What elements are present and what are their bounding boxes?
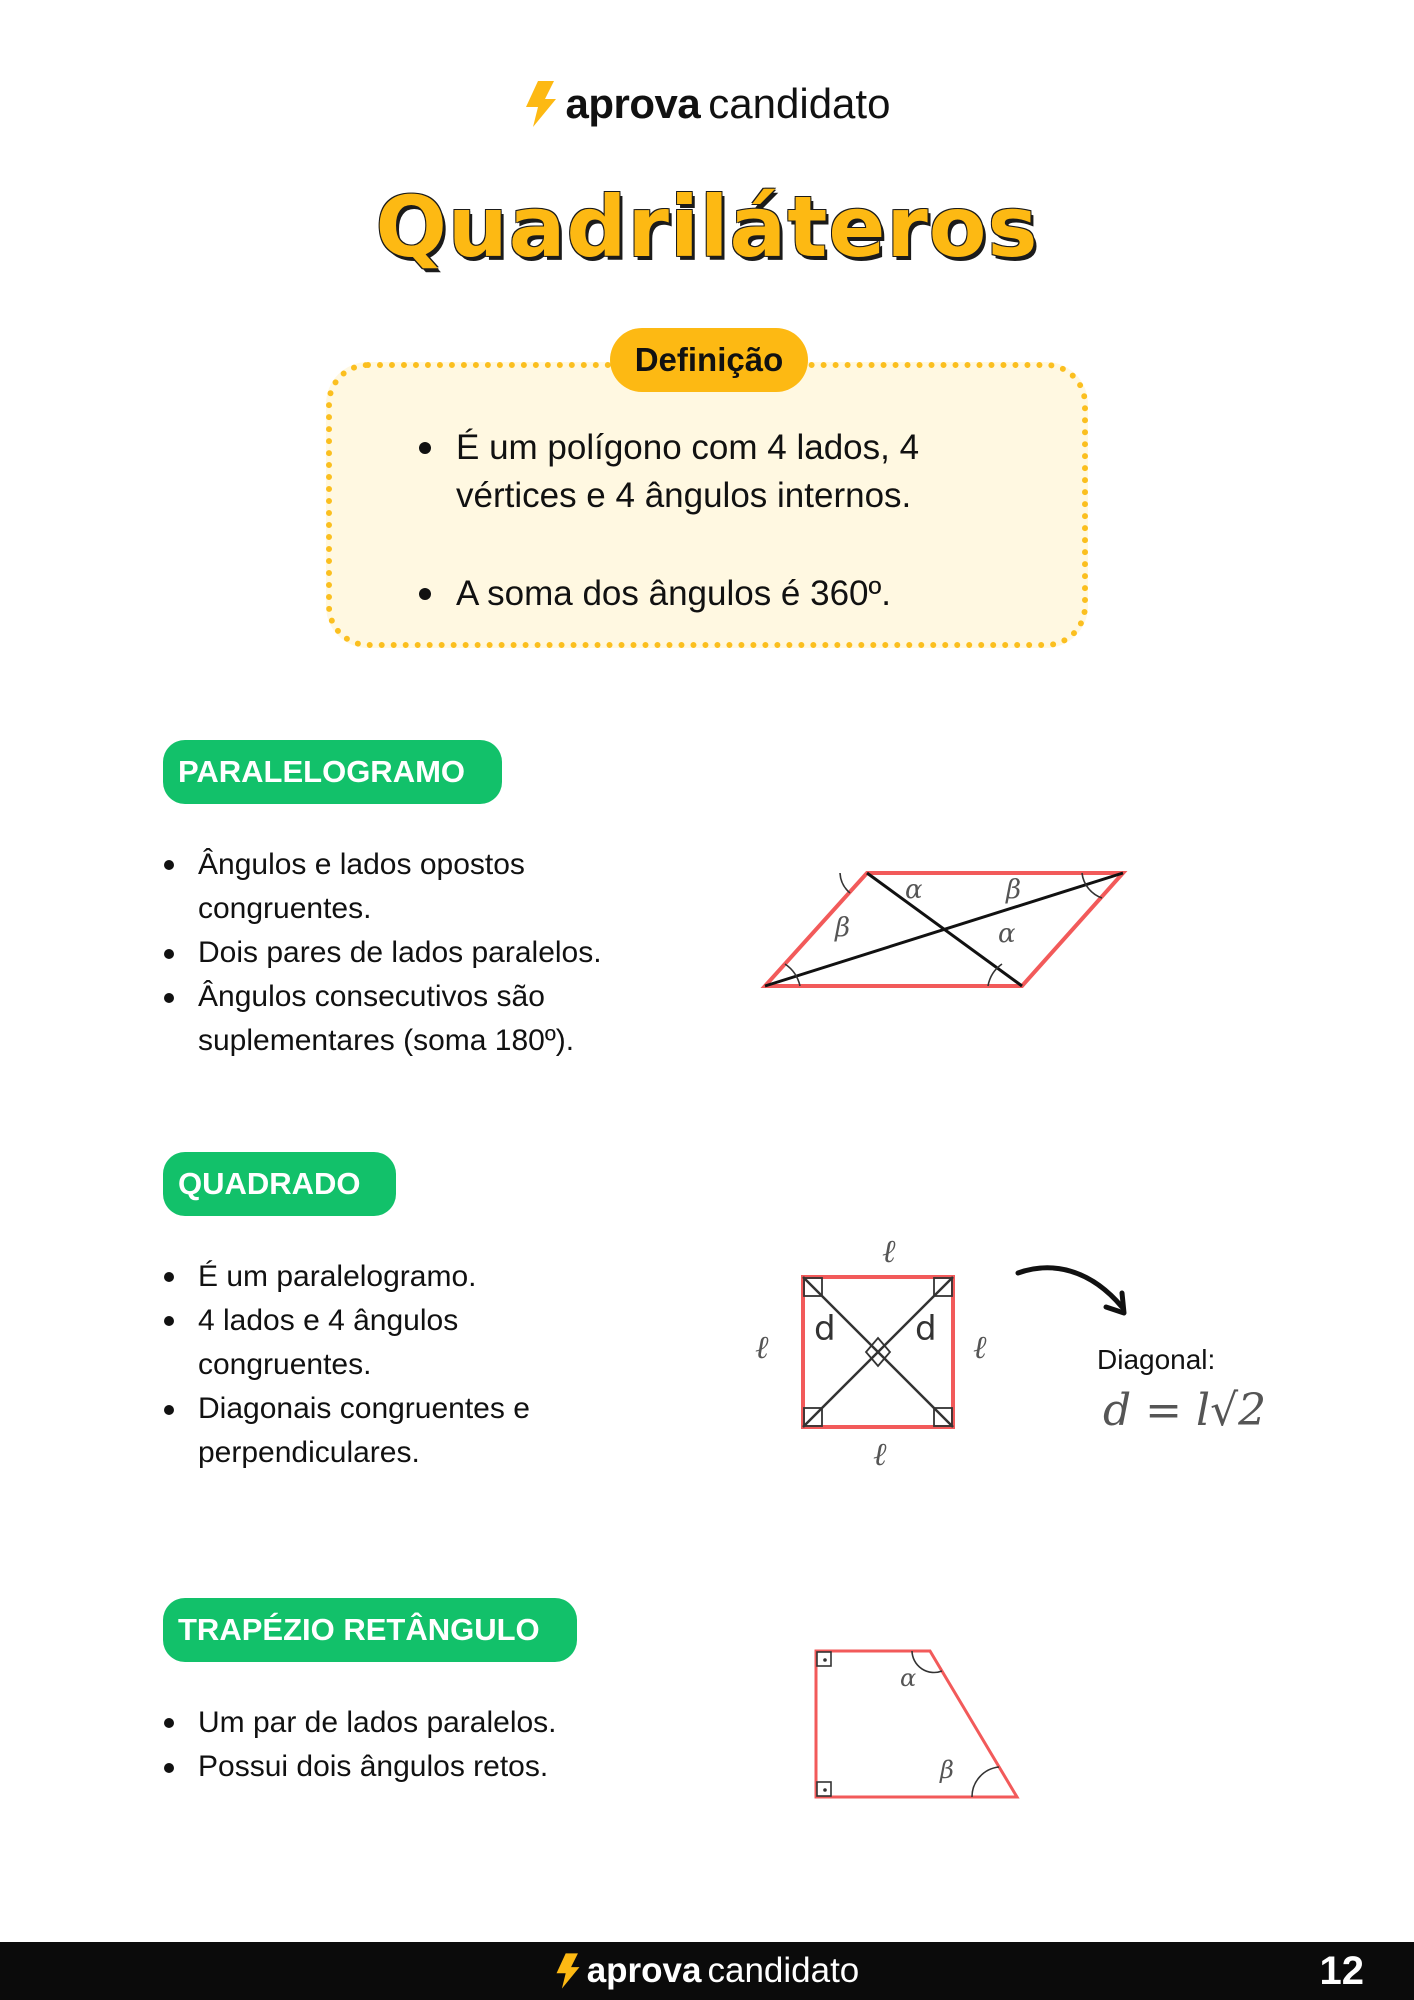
parallelogram-figure [740,860,1140,1010]
bullet [164,860,174,870]
quadrado-line-4: Diagonais congruentes e [198,1392,530,1425]
lightning-bolt-icon [555,1952,581,1990]
brand-bold: aprova [565,80,701,127]
footer-brand-normal: candidato [707,1951,860,1990]
definition-label: Definição [610,328,808,392]
angle-beta: β [940,1756,954,1784]
header-logo [0,80,1414,128]
diagonal-label-right: d [915,1309,937,1349]
trapezoid-figure [800,1640,1030,1810]
diagonal-formula: d = l√2 [1103,1385,1267,1436]
trapezio-line-2: Possui dois ângulos retos. [198,1750,549,1783]
square-figure [740,1225,1020,1480]
definition-line-2: vértices e 4 ângulos internos. [456,476,912,515]
section-label-quadrado: QUADRADO [163,1152,396,1216]
paralelogramo-line-4: Ângulos consecutivos são [198,980,545,1013]
quadrado-line-3: congruentes. [198,1348,372,1381]
paralelogramo-line-1: Ângulos e lados opostos [198,848,525,881]
definition-line-1: É um polígono com 4 lados, 4 [456,428,920,467]
bullet [419,588,431,600]
side-label-top: ℓ [882,1232,896,1270]
quadrado-line-5: perpendiculares. [198,1436,420,1469]
curved-arrow-icon [1012,1255,1132,1335]
bullet [164,949,174,959]
paralelogramo-line-2: congruentes. [198,892,372,925]
angle-alpha: α [998,919,1016,949]
bullet [164,993,174,1003]
section-label-paralelogramo: PARALELOGRAMO [163,740,502,804]
brand-normal: candidato [708,80,891,127]
angle-alpha: α [900,1664,917,1692]
angle-beta: β [835,913,851,943]
bullet [164,1405,174,1415]
side-label-bottom: ℓ [873,1435,887,1473]
paralelogramo-line-3: Dois pares de lados paralelos. [198,936,602,969]
lightning-bolt-icon [524,81,558,127]
page-number: 12 [1319,1948,1364,1993]
footer-logo [0,1942,1414,2000]
bullet [164,1316,174,1326]
side-label-right: ℓ [973,1328,987,1366]
diagonal-label-left: d [814,1309,836,1349]
bullet [164,1763,174,1773]
bullet [164,1718,174,1728]
footer-brand-bold: aprova [586,1951,702,1990]
footer-bar [0,1942,1414,2000]
trapezio-line-1: Um par de lados paralelos. [198,1706,557,1739]
diagonal-caption: Diagonal: [1097,1344,1216,1375]
bullet [164,1272,174,1282]
page-title: Quadriláteros [375,178,1039,276]
angle-beta: β [1006,875,1022,905]
section-label-trapezio: TRAPÉZIO RETÂNGULO [163,1598,577,1662]
angle-alpha: α [905,875,923,905]
quadrado-line-2: 4 lados e 4 ângulos [198,1304,459,1337]
side-label-left: ℓ [755,1328,769,1366]
quadrado-line-1: É um paralelogramo. [198,1260,477,1293]
definition-line-3: A soma dos ângulos é 360º. [456,574,892,613]
bullet [419,442,431,454]
paralelogramo-line-5: suplementares (soma 180º). [198,1024,575,1057]
